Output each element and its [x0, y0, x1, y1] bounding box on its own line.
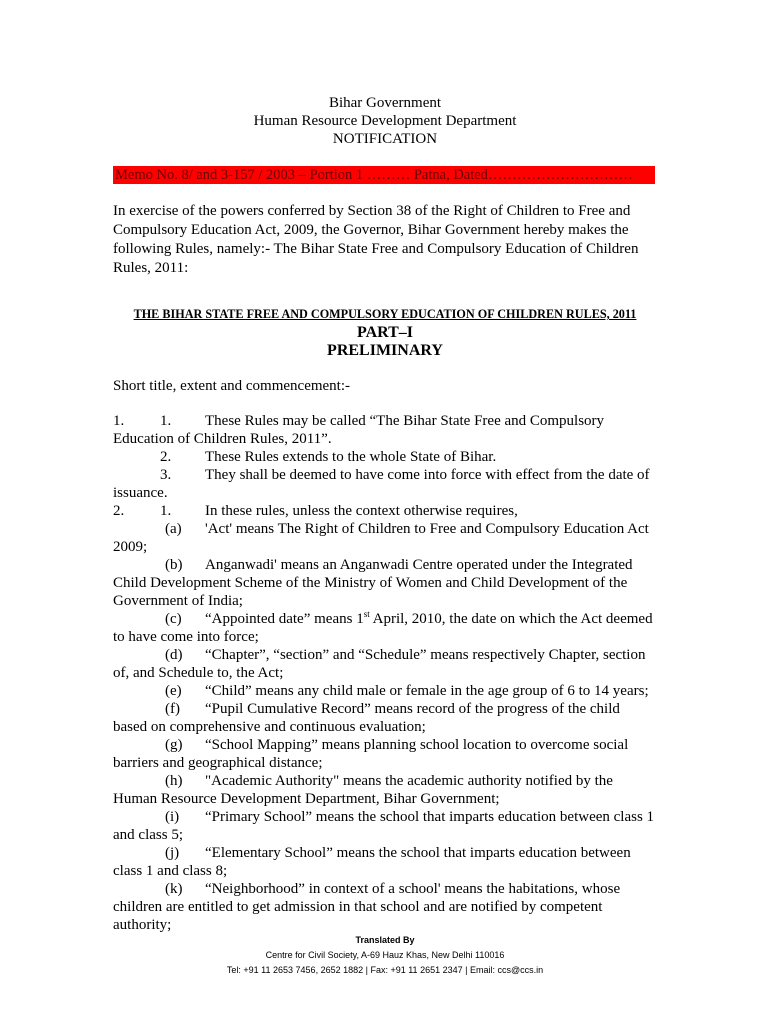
section-heading: Short title, extent and commencement:- — [113, 378, 351, 394]
part-heading: PART–I — [356, 324, 414, 341]
definition-d-text: “Chapter”, “section” and “Schedule” means respectively Chapter, section — [205, 647, 646, 663]
definition-f-label: (f) — [165, 701, 180, 717]
rule-1-3-text: They shall be deemed to have come into force with effect from the date of — [205, 467, 650, 483]
definition-k-text-cont: children are entitled to get admission in that school and are notified by competent — [113, 899, 603, 915]
rule-1-2-text: These Rules extends to the whole State of Bihar. — [205, 449, 497, 465]
rule-2-number: 2. — [113, 503, 125, 519]
footer-address: Centre for Civil Society, A-69 Hauz Khas, New Delhi 110016 — [265, 950, 505, 960]
definition-f-text-cont: based on comprehensive and continuous evaluation; — [113, 719, 426, 735]
memo-line: Memo No. 8/ and 3-157 / 2003 – Portion 1 ……… Patna, Dated………………………… — [113, 166, 655, 184]
rule-1-3-number: 3. — [160, 467, 172, 483]
definition-j-text-cont: class 1 and class 8; — [113, 863, 228, 879]
definition-d-label: (d) — [165, 647, 183, 663]
definition-b-text-cont-2: Government of India; — [113, 593, 243, 609]
header-government: Bihar Government — [328, 95, 442, 111]
definition-e-text: “Child” means any child male or female in the age group of 6 to 14 years; — [205, 683, 649, 699]
definition-j-text: “Elementary School” means the school that imparts education between — [205, 845, 631, 861]
definition-c-text-part: “Appointed date” means 1 — [205, 611, 364, 627]
header-department: Human Resource Development Department — [253, 113, 517, 129]
definition-g-text-cont: barriers and geographical distance; — [113, 755, 323, 771]
definition-h-text-cont: Human Resource Development Department, Bihar Government; — [113, 791, 500, 807]
definition-f-text: “Pupil Cumulative Record” means record of the progress of the child — [205, 701, 620, 717]
intro-paragraph: In exercise of the powers conferred by Section 38 of the Right of Children to Free and Compulsory Education Act, 2009, the Governor, Bihar Government hereby makes the following Rules, namely:- The Bihar State Free and Compulsory Education of Children Rules, 2011: — [113, 203, 639, 276]
definition-g-text: “School Mapping” means planning school location to overcome social — [205, 737, 629, 753]
definition-j-label: (j) — [165, 845, 180, 861]
ordinal-suffix: st — [363, 609, 370, 619]
rule-1-1-text-cont: Education of Children Rules, 2011”. — [113, 431, 332, 447]
rule-2-1-number: 1. — [160, 503, 172, 519]
definition-i-label: (i) — [165, 809, 180, 825]
definition-c-label: (c) — [165, 611, 182, 627]
rules-title: THE BIHAR STATE FREE AND COMPULSORY EDUCATION OF CHILDREN RULES, 2011 — [133, 307, 637, 321]
definition-g-label: (g) — [165, 737, 183, 753]
definition-k-label: (k) — [165, 881, 183, 897]
definition-h-text: "Academic Authority" means the academic authority notified by the — [205, 773, 613, 789]
definition-a-text-cont: 2009; — [113, 539, 148, 555]
rule-2-1-text: In these rules, unless the context otherwise requires, — [205, 503, 518, 519]
definition-k-text: “Neighborhood” in context of a school' means the habitations, whose — [205, 881, 621, 897]
definition-i-text: “Primary School” means the school that imparts education between class 1 — [205, 809, 655, 825]
definition-c-text-part-2: April, 2010, the date on which the Act deemed — [369, 611, 653, 627]
rule-1-number: 1. — [113, 413, 125, 429]
definition-d-text-cont: of, and Schedule to, the Act; — [113, 665, 284, 681]
definition-a-text: 'Act' means The Right of Children to Free and Compulsory Education Act — [205, 521, 649, 537]
rule-1-1-text: These Rules may be called “The Bihar State Free and Compulsory — [205, 413, 605, 429]
definition-b-label: (b) — [165, 557, 183, 573]
rule-1-1-number: 1. — [160, 413, 172, 429]
definition-b-text-cont: Child Development Scheme of the Ministry of Women and Child Development of the — [113, 575, 628, 591]
definition-b-text: Anganwadi' means an Anganwadi Centre operated under the Integrated — [205, 557, 633, 573]
definition-k-text-cont-2: authority; — [113, 917, 172, 933]
part-subheading: PRELIMINARY — [327, 342, 443, 359]
definition-c-text — [205, 610, 653, 628]
definition-c-text-cont: to have come into force; — [113, 629, 259, 645]
definition-a-label: (a) — [165, 521, 182, 537]
rule-1-2-number: 2. — [160, 449, 172, 465]
rule-1-3-text-cont: issuance. — [113, 485, 168, 501]
definition-h-label: (h) — [165, 773, 183, 789]
header-notification: NOTIFICATION — [332, 131, 438, 147]
definition-e-label: (e) — [165, 683, 182, 699]
definition-i-text-cont: and class 5; — [113, 827, 183, 843]
footer-translated-by: Translated By — [355, 935, 415, 945]
footer-contact: Tel: +91 11 2653 7456, 2652 1882 | Fax: +91 11 2651 2347 | Email: ccs@ccs.in — [226, 965, 544, 975]
